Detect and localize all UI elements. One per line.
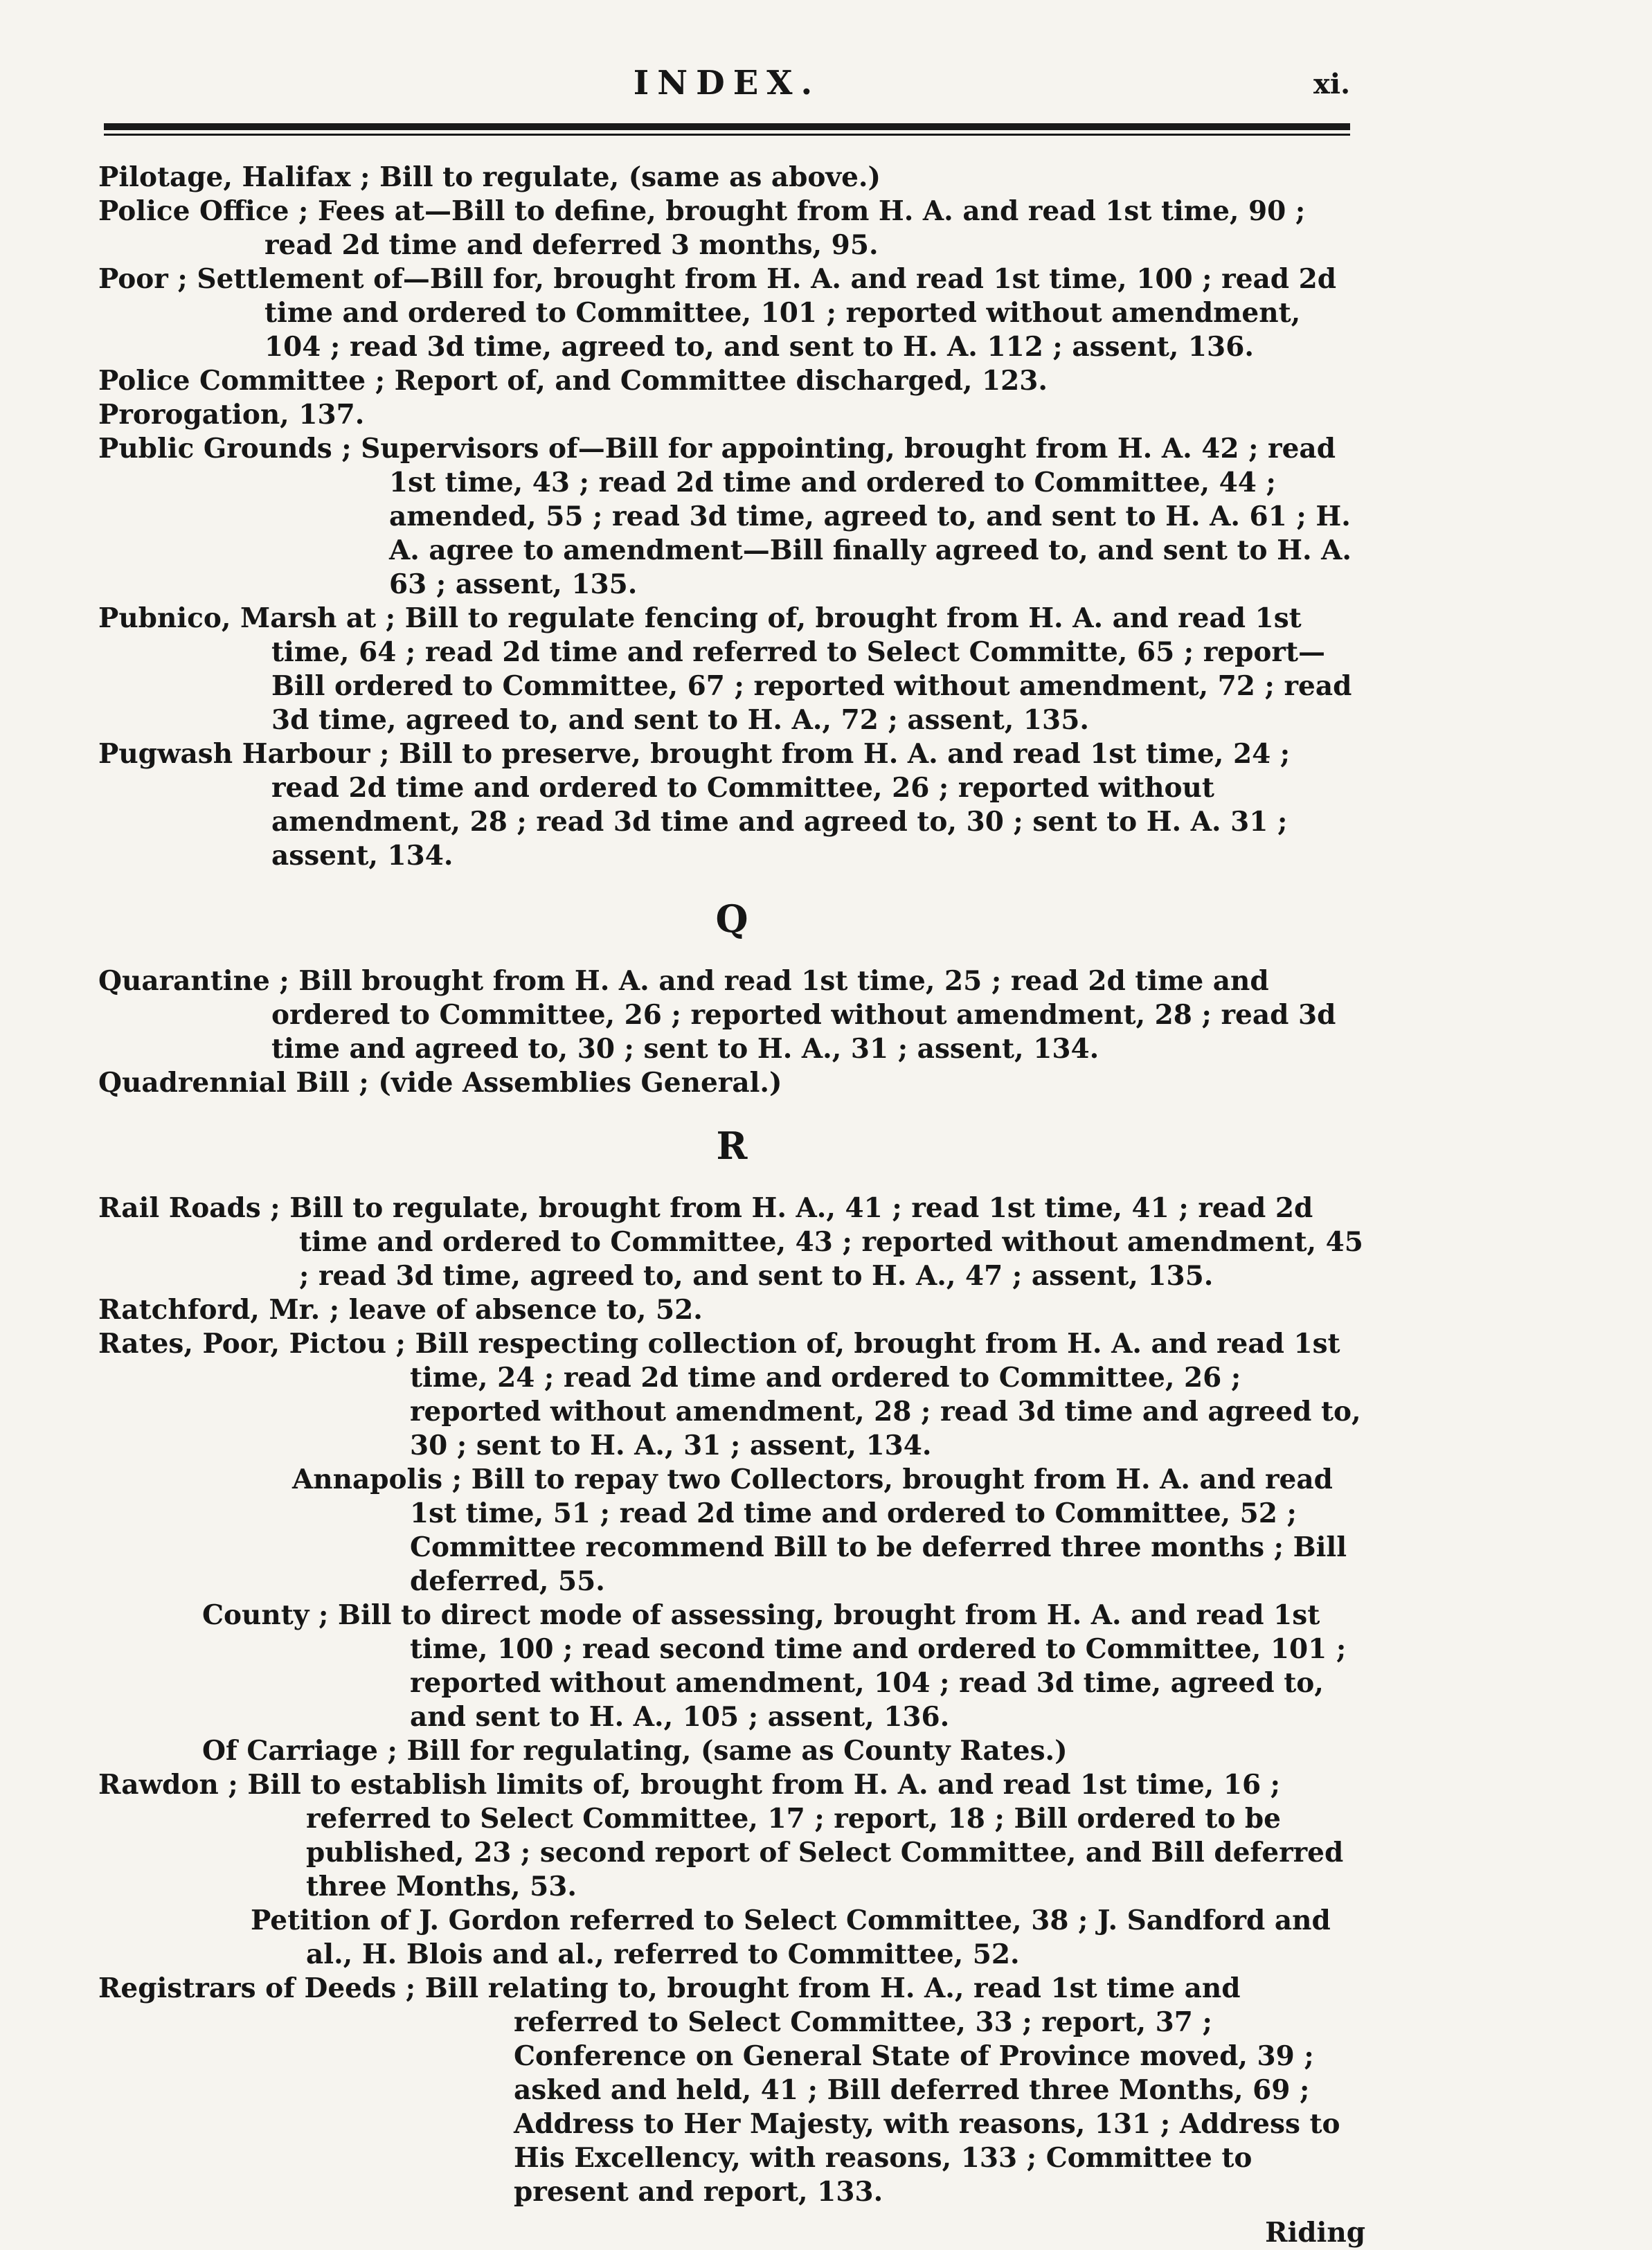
index-entry <box>98 1972 1365 2209</box>
index-entry <box>98 262 1365 364</box>
index-entry <box>98 1327 1365 1463</box>
entry-head: Quadrennial Bill ; <box>98 1067 369 1099</box>
section-letter-q: Q <box>715 897 748 941</box>
entry-head: Rail Roads ; <box>98 1192 280 1224</box>
entry-body: Bill to regulate, brought from H. A., 41 ; read 1st time, 41 ; read 2d time and ordered to Committee, 43 ; reported without amendment, 45 ; read 3d time, agreed to, and sent to H. A., 47 ; assent, 135. <box>280 1192 1363 1292</box>
entry-head: Annapolis ; <box>292 1464 463 1495</box>
index-entry <box>98 1066 1365 1100</box>
header-rule-thin <box>104 134 1350 136</box>
entry-head: Ratchford, Mr. ; <box>98 1294 340 1326</box>
index-subentry <box>98 1734 1365 1768</box>
entry-body: Bill for regulating, (same as County Rates.) <box>397 1735 1068 1767</box>
header-rule-thick <box>104 123 1350 130</box>
entry-head: Of Carriage ; <box>202 1735 397 1767</box>
index-entry <box>98 195 1365 262</box>
index-entry <box>98 1293 1365 1327</box>
entry-body: (vide Assemblies General.) <box>368 1067 782 1099</box>
index-subentry <box>98 1904 1365 1972</box>
index-subentry <box>98 1463 1365 1599</box>
entry-body: Settlement of—Bill for, brought from H. A. and read 1st time, 100 ; read 2d time and ordered to Committee, 101 ; reported without amendment, 104 ; read 3d time, agreed to, and sent to H. A. 112 ; assent, 136. <box>187 263 1337 363</box>
index-subentry <box>98 1599 1365 1734</box>
entry-head: Pugwash Harbour ; <box>98 738 390 770</box>
entry-body: Petition of J. Gordon referred to Select Committee, 38 ; J. Sandford and al., H. Blois and al., referred to Committee, 52. <box>251 1905 1331 1970</box>
entry-head: Quarantine ; <box>98 965 289 997</box>
entry-body: leave of absence to, 52. <box>339 1294 703 1326</box>
section-letter-r: R <box>716 1124 748 1168</box>
entry-body: Bill relating to, brought from H. A., read 1st time and referred to Select Committee, 33 ; report, 37 ; Conference on General State of Province moved, 39 ; asked and held, 41 ; Bill deferred three Months, 69 ; Address to Her Majesty, with reasons, 131 ; Address to His Excellency, with reasons, 133 ; Committee to present and report, 133. <box>415 1972 1340 2208</box>
index-entry <box>98 364 1365 398</box>
index-entry <box>98 432 1365 602</box>
entry-head: Police Committee ; <box>98 365 386 397</box>
index-entry <box>98 161 1365 195</box>
entry-head: Pubnico, Marsh at ; <box>98 602 396 634</box>
entry-body: Bill brought from H. A. and read 1st time, 25 ; read 2d time and ordered to Committee, 26 ; reported without amendment, 28 ; read 3d time and agreed to, 30 ; sent to H. A., 31 ; assent, 134. <box>271 965 1336 1065</box>
entry-body: Fees at—Bill to define, brought from H. A. and read 1st time, 90 ; read 2d time and deferred 3 months, 95. <box>264 195 1306 261</box>
index-entry <box>98 398 1365 432</box>
entry-body: Bill to establish limits of, brought from H. A. and read 1st time, 16 ; referred to Select Committee, 17 ; report, 18 ; Bill ordered to be published, 23 ; second report of Select Committee, and Bill deferred three Months, 53. <box>237 1769 1344 1902</box>
entry-body: Bill to repay two Collectors, brought from H. A. and read 1st time, 51 ; read 2d time and ordered to Committee, 52 ; Committee recommend Bill to be deferred three months ; Bill deferred, 55. <box>410 1464 1347 1597</box>
catchword: Riding <box>1265 2217 1365 2249</box>
index-entry <box>98 1768 1365 1904</box>
page-title: INDEX. <box>633 64 821 102</box>
entry-head: Poor ; <box>98 263 188 295</box>
entry-body: Bill to preserve, brought from H. A. and read 1st time, 24 ; read 2d time and ordered to Committee, 26 ; reported without amendment, 28 ; read 3d time and agreed to, 30 ; sent to H. A. 31 ; assent, 134. <box>271 738 1291 872</box>
entry-body: Supervisors of—Bill for appointing, brought from H. A. 42 ; read 1st time, 43 ; read 2d time and ordered to Committee, 44 ; amended, 55 ; read 3d time, agreed to, and sent to H. A. 61 ; H. A. agree to amendment—Bill finally agreed to, and sent to H. A. 63 ; assent, 135. <box>351 433 1352 600</box>
entry-body: Bill respecting collection of, brought from H. A. and read 1st time, 24 ; read 2d time and ordered to Committee, 26 ; reported without amendment, 28 ; read 3d time and agreed to, 30 ; sent to H. A., 31 ; assent, 134. <box>405 1328 1361 1461</box>
index-entry <box>98 964 1365 1066</box>
index-entry <box>98 602 1365 737</box>
entry-head: Public Grounds ; <box>98 433 352 465</box>
index-entry <box>98 737 1365 873</box>
entry-head: Rates, Poor, Pictou ; <box>98 1328 406 1360</box>
entry-body: Report of, and Committee discharged, 123. <box>385 365 1048 397</box>
page-number: xi. <box>1313 68 1350 100</box>
entry-body: Bill to regulate, (same as above.) <box>370 161 881 193</box>
entry-head: Rawdon ; <box>98 1769 238 1801</box>
entry-head: Police Office ; <box>98 195 309 227</box>
index-entry <box>98 1191 1365 1293</box>
entry-head: Registrars of Deeds ; <box>98 1972 416 2004</box>
entry-body: Bill to direct mode of assessing, brought from H. A. and read 1st time, 100 ; read second time and ordered to Committee, 101 ; reported without amendment, 104 ; read 3d time, agreed to, and sent to H. A., 105 ; assent, 136. <box>328 1599 1347 1733</box>
entry-head: Prorogation, 137. <box>98 399 365 431</box>
index-entries <box>98 161 1365 2250</box>
page-header <box>104 64 1350 105</box>
entry-body: Bill to regulate fencing of, brought from H. A. and read 1st time, 64 ; read 2d time and referred to Select Committe, 65 ; report—Bill ordered to Committee, 67 ; reported without amendment, 72 ; read 3d time, agreed to, and sent to H. A., 72 ; assent, 135. <box>271 602 1352 736</box>
entry-head: County ; <box>202 1599 329 1631</box>
entry-head: Pilotage, Halifax ; <box>98 161 370 193</box>
